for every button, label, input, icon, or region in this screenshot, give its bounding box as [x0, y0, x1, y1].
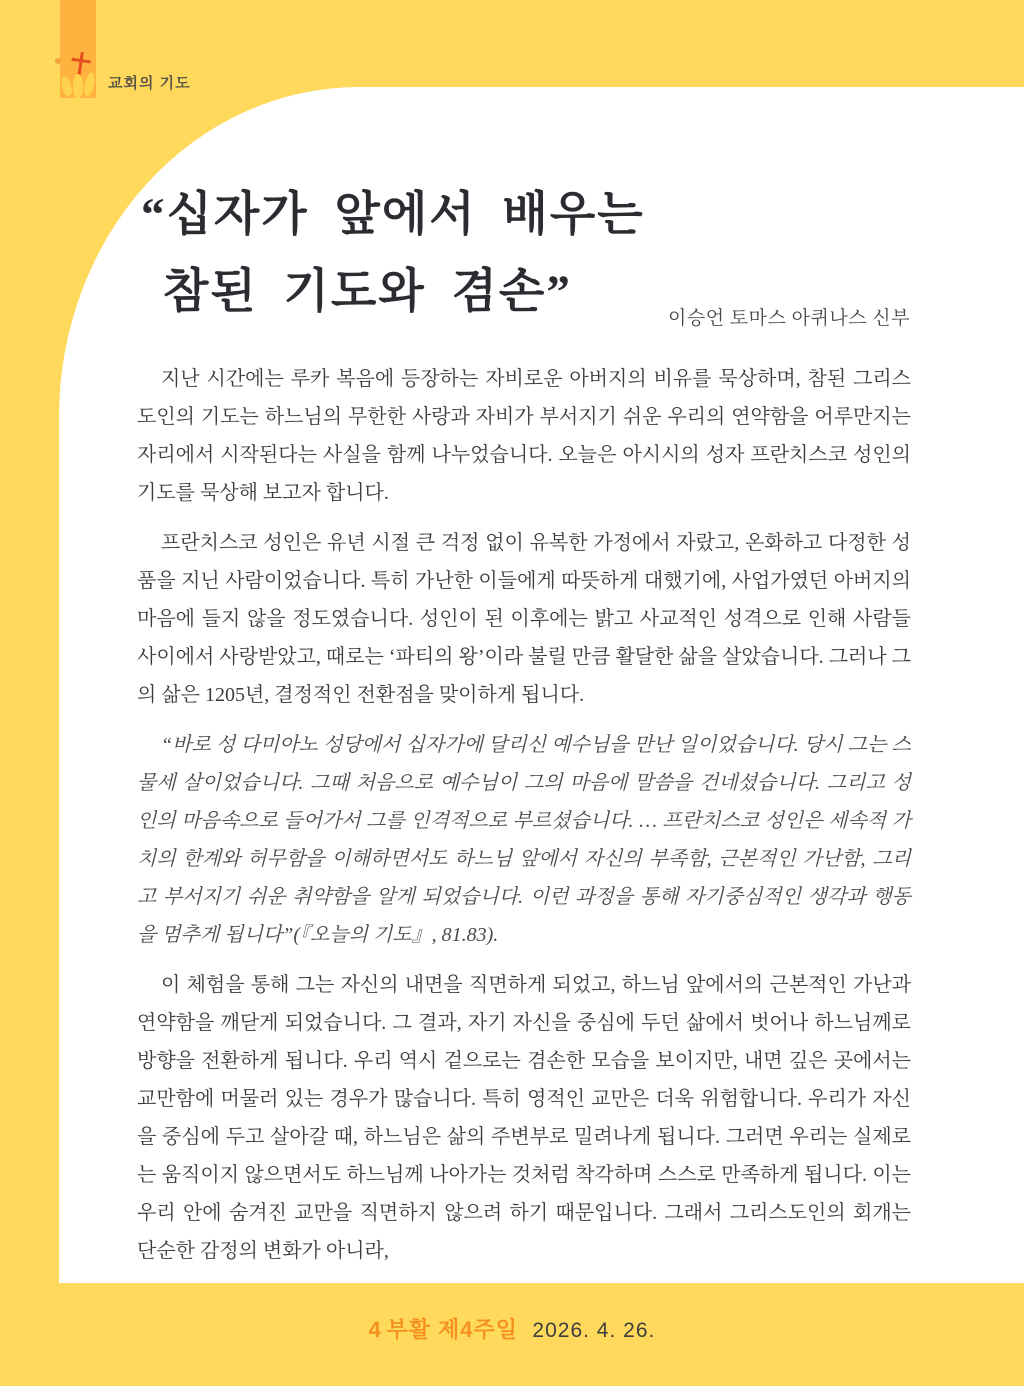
article-body	[137, 360, 911, 1282]
section-label: 교회의 기도	[108, 75, 191, 92]
article-title-line2: 참된 기도와 겸손”	[163, 266, 572, 319]
page-footer	[0, 1313, 1024, 1344]
praying-hands-icon	[60, 75, 74, 97]
section-bookmark-tab	[60, 0, 96, 98]
paragraph: 이 체험을 통해 그는 자신의 내면을 직면하게 되었고, 하느님 앞에서의 근본적인 가난과 연약함을 깨닫게 되었습니다. 그 결과, 자기 자신을 중심에 두던 삶에서 벗어나 하느님께로 방향을 전환하게 됩니다. 우리 역시 겉으로는 겸손한 모습을 보이지만, 내면 깊은 곳에서는 교만함에 머물러 있는 경우가 많습니다. 특히 영적인 교만은 더욱 위험합니다. 우리가 자신을 중심에 두고 살아갈 때, 하느님은 삶의 주변부로 밀려나게 됩니다. 그러면 우리는 실제로는 움직이지 않으면서도 하느님께 나아가는 것처럼 착각하며 스스로 만족하게 됩니다. 이는 우리 안에 숨겨진 교만을 직면하지 않으려 하기 때문입니다. 그래서 그리스도인의 회개는 단순한 감정의 변화가 아니라,	[137, 974, 911, 1262]
page-number: 4	[368, 1317, 382, 1342]
author-byline: 이승언 토마스 아퀴나스 신부	[668, 308, 910, 329]
praying-hands-icon	[73, 74, 83, 98]
paragraph: 프란치스코 성인은 유년 시절 큰 걱정 없이 유복한 가정에서 자랐고, 온화하고 다정한 성품을 지닌 사람이었습니다. 특히 가난한 이들에게 따뜻하게 대했기에, 사업가였던 아버지의 마음에 들지 않을 정도였습니다. 성인이 된 이후에는 밝고 사교적인 성격으로 인해 사람들 사이에서 사랑받았고, 때로는 ‘파티의 왕’이라 불릴 만큼 활달한 삶을 살았습니다. 그러나 그의 삶은 1205년, 결정적인 전환점을 맞이하게 됩니다.	[137, 532, 911, 706]
article-title-line1: “십자가 앞에서 배우는	[141, 189, 645, 242]
issue-date: 2026. 4. 26.	[532, 1319, 656, 1342]
issue-label: 부활 제4주일	[386, 1317, 518, 1342]
paragraph: 지난 시간에는 루카 복음에 등장하는 자비로운 아버지의 비유를 묵상하며, 참된 그리스도인의 기도는 하느님의 무한한 사랑과 자비가 부서지기 쉬운 우리의 연약함을 어루만지는 자리에서 시작된다는 사실을 함께 나누었습니다. 오늘은 아시시의 성자 프란치스코 성인의 기도를 묵상해 보고자 합니다.	[137, 368, 911, 504]
quote-paragraph: “바로 성 다미아노 성당에서 십자가에 달리신 예수님을 만난 일이었습니다. 당시 그는 스물세 살이었습니다. 그때 처음으로 예수님이 그의 마음에 말씀을 건네셨습니다. 그리고 성인의 마음속으로 들어가서 그를 인격적으로 부르셨습니다. … 프란치스코 성인은 세속적 가치의 한계와 허무함을 이해하면서도 하느님 앞에서 자신의 부족함, 근본적인 가난함, 그리고 부서지기 쉬운 취약함을 알게 되었습니다. 이런 과정을 통해 자기중심적인 생각과 행동을 멈추게 됩니다”(『오늘의 기도』, 81.83).	[137, 734, 911, 946]
spark-decoration	[55, 58, 61, 64]
